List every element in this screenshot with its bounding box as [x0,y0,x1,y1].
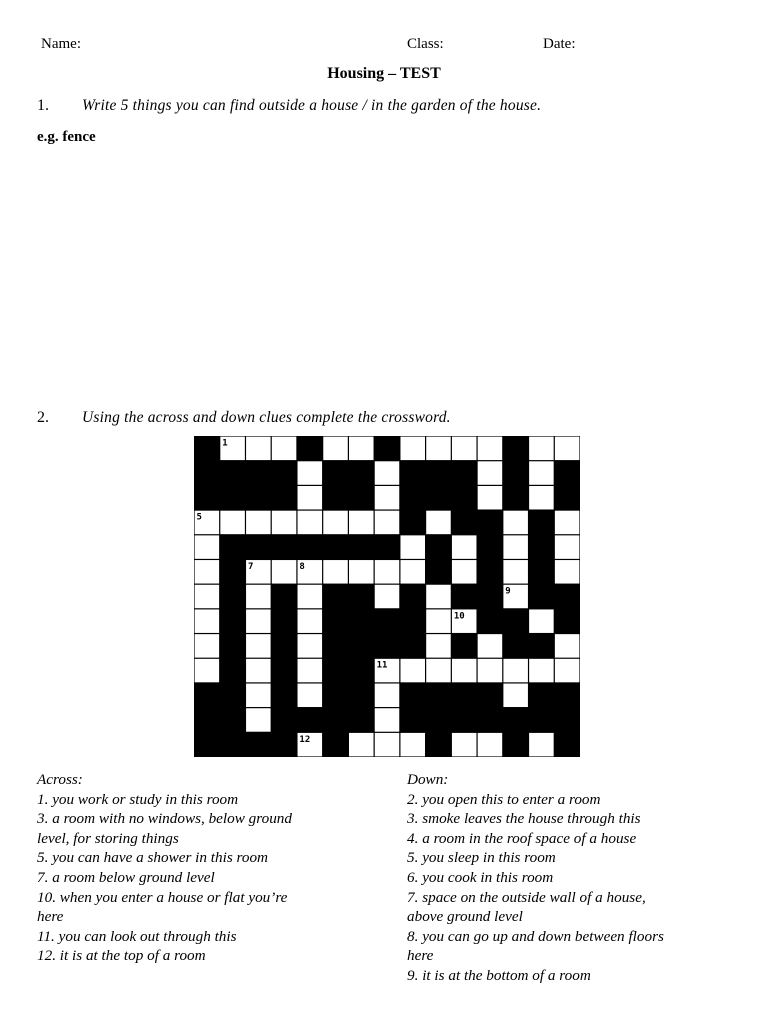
crossword-cell[interactable] [298,486,323,509]
name-label: Name: [41,36,81,52]
across-clue: 1. you work or study in this room [37,790,239,808]
crossword-cell[interactable] [195,535,220,558]
crossword-cell[interactable] [426,634,451,657]
down-clue: 5. you sleep in this room [407,849,556,867]
crossword-cell[interactable] [529,609,554,632]
down-clue: 3. smoke leaves the house through this [407,810,641,828]
crossword-cell[interactable] [272,511,297,534]
crossword-cell[interactable] [478,486,503,509]
crossword-cell[interactable] [272,560,297,583]
across-clue: 3. a room with no windows, below ground [37,810,292,828]
class-label: Class: [407,36,444,52]
crossword-cell[interactable] [426,437,451,460]
crossword-clue-number: 8 [299,561,305,572]
crossword-cell[interactable] [349,511,374,534]
crossword-cell[interactable] [220,511,245,534]
crossword-cell[interactable] [272,437,297,460]
across-clue: here [37,908,64,926]
down-clue: 4. a room in the roof space of a house [407,829,637,847]
crossword-cell[interactable] [478,461,503,484]
across-clue: level, for storing things [37,829,179,847]
crossword-cell[interactable] [452,560,477,583]
crossword-cell[interactable] [478,634,503,657]
crossword-cell[interactable] [246,684,271,707]
crossword-cell[interactable] [323,511,348,534]
down-clue: 6. you cook in this room [407,868,554,886]
down-clue: here [407,947,434,965]
crossword-clue-number: 6 [453,512,460,523]
crossword-cell[interactable] [478,659,503,682]
crossword-cell[interactable] [298,609,323,632]
crossword-cell[interactable] [555,560,580,583]
crossword-cell[interactable] [426,511,451,534]
down-clue: above ground level [407,908,523,926]
crossword-cell[interactable] [375,684,400,707]
down-clue: 7. space on the outside wall of a house, [407,888,646,906]
crossword-cell[interactable] [349,437,374,460]
crossword-cell[interactable] [195,560,220,583]
crossword-clue-number: 7 [247,561,254,572]
across-clues [37,770,292,966]
crossword-cell[interactable] [452,437,477,460]
page-title: Housing – TEST [327,65,441,82]
crossword-cell[interactable] [298,684,323,707]
across-clue: 7. a room below ground level [37,868,215,886]
date-label: Date: [543,36,576,52]
crossword-cell[interactable] [555,634,580,657]
crossword-cell[interactable] [529,733,554,756]
crossword-cell[interactable] [529,659,554,682]
crossword-cell[interactable] [298,461,323,484]
crossword-cell[interactable] [400,659,425,682]
across-clue: 11. you can look out through this [37,927,237,945]
across-clue: 5. you can have a shower in this room [37,849,269,867]
down-clues [407,770,664,986]
crossword-cell[interactable] [375,560,400,583]
crossword-cell[interactable] [246,437,271,460]
crossword-cell[interactable] [452,659,477,682]
crossword-clue-number: 11 [376,660,388,671]
crossword-cell[interactable] [323,437,348,460]
crossword-cell[interactable] [375,708,400,731]
crossword-cell[interactable] [375,461,400,484]
question-2-text: Using the across and down clues complete the crossword. [82,409,451,426]
crossword-cell[interactable] [349,560,374,583]
crossword-cell[interactable] [195,609,220,632]
crossword-cell[interactable] [452,733,477,756]
crossword-cell[interactable] [375,511,400,534]
crossword-cell[interactable] [195,585,220,608]
crossword-cell[interactable] [503,684,528,707]
question-1-text: Write 5 things you can find outside a house / in the garden of the house. [82,97,542,114]
crossword-cell[interactable] [529,437,554,460]
crossword-cell[interactable] [555,437,580,460]
crossword-cell[interactable] [246,585,271,608]
crossword-cell[interactable] [246,708,271,731]
crossword-cell[interactable] [246,634,271,657]
crossword-cell[interactable] [298,585,323,608]
crossword-cell[interactable] [478,733,503,756]
crossword-cell[interactable] [400,437,425,460]
crossword-cell[interactable] [555,511,580,534]
crossword-cell[interactable] [246,511,271,534]
crossword-clue-number: 2 [299,438,305,449]
crossword-clue-number: 12 [299,734,311,745]
crossword-cell[interactable] [375,585,400,608]
crossword-cell[interactable] [400,535,425,558]
crossword-cell[interactable] [503,560,528,583]
crossword-cell[interactable] [555,659,580,682]
question-1-number: 1. [37,97,49,114]
crossword-cell[interactable] [375,733,400,756]
crossword-cell[interactable] [298,511,323,534]
crossword-clue-number: 5 [196,512,202,523]
crossword-cell[interactable] [195,659,220,682]
crossword-clue-number: 4 [505,438,511,449]
crossword-cell[interactable] [426,659,451,682]
crossword-cell[interactable] [478,437,503,460]
crossword-clue-number: 3 [376,438,383,449]
crossword-cell[interactable] [195,634,220,657]
question-2-number: 2. [37,409,49,426]
crossword-cell[interactable] [349,733,374,756]
crossword-cell[interactable] [375,486,400,509]
crossword-cell[interactable] [400,560,425,583]
crossword-cell[interactable] [426,585,451,608]
crossword-cell[interactable] [400,733,425,756]
crossword-cell[interactable] [246,609,271,632]
question-1-example: e.g. fence [37,129,96,145]
down-clue: 9. it is at the bottom of a room [407,966,591,984]
crossword-cell[interactable] [555,535,580,558]
crossword-cell[interactable] [529,486,554,509]
crossword-clue-number: 1 [222,438,228,449]
across-heading: Across: [37,771,83,788]
crossword-clue-number: 10 [453,611,465,622]
down-clue: 2. you open this to enter a room [407,790,601,808]
down-heading: Down: [407,771,449,788]
crossword-cell[interactable] [298,634,323,657]
across-clue: 10. when you enter a house or flat you’re [37,888,288,906]
crossword-grid [194,436,580,757]
crossword-clue-number: 9 [505,586,511,597]
crossword-cell[interactable] [452,535,477,558]
crossword-cell[interactable] [503,511,528,534]
down-clue: 8. you can go up and down between floors [407,927,664,945]
crossword-cell[interactable] [503,659,528,682]
crossword-cell[interactable] [246,659,271,682]
crossword-cell[interactable] [529,461,554,484]
across-clue: 12. it is at the top of a room [37,947,206,965]
crossword-cell[interactable] [298,659,323,682]
crossword-cell[interactable] [323,560,348,583]
crossword-cell[interactable] [426,609,451,632]
crossword-cell[interactable] [503,535,528,558]
